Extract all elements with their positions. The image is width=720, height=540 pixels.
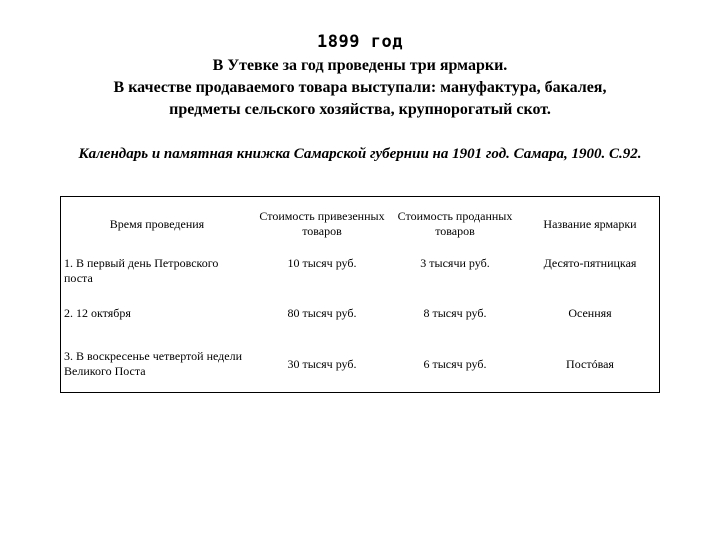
- cell-time: 3. В воскресенье четвертой недели Великого Поста: [64, 349, 242, 378]
- cell-imported-value: 10 тысяч руб.: [287, 256, 357, 270]
- intro-line: предметы сельского хозяйства, крупнорогатый скот.: [169, 101, 551, 118]
- cell-fair-name: Осенняя: [568, 305, 612, 320]
- cell-imported-value: 30 тысяч руб.: [287, 356, 357, 371]
- table-header-row: [60, 196, 660, 252]
- source-citation: Календарь и памятная книжка Самарской губернии на 1901 год. Самара, 1900. С.92.: [78, 146, 642, 162]
- intro-line: В Утевке за год проведены три ярмарки.: [212, 57, 508, 74]
- intro-line: В качестве продаваемого товара выступали: мануфактура, бакалея,: [113, 79, 607, 96]
- cell-sold-value: 8 тысяч руб.: [423, 305, 487, 320]
- header-sold-value: Стоимость проданных товаров: [397, 209, 513, 238]
- table-row: [60, 252, 660, 290]
- cell-fair-name: Постóвая: [566, 356, 614, 371]
- cell-fair-name: Десято-пятницкая: [543, 256, 637, 270]
- header-time: Время проведения: [109, 216, 205, 231]
- cell-imported-value: 80 тысяч руб.: [287, 305, 357, 320]
- table-row: [60, 336, 660, 392]
- cell-sold-value: 6 тысяч руб.: [423, 356, 487, 371]
- header-fair-name: Название ярмарки: [543, 216, 637, 231]
- year-title: 1899 год: [317, 32, 403, 52]
- fairs-table: [60, 196, 660, 392]
- cell-sold-value: 3 тысячи руб.: [420, 256, 490, 270]
- intro-text: [40, 55, 680, 121]
- cell-time: 1. В первый день Петровского поста: [64, 256, 219, 285]
- header-imported-value: Стоимость привезенных товаров: [259, 209, 385, 238]
- cell-time: 2. 12 октября: [64, 305, 131, 320]
- table-row: [60, 290, 660, 336]
